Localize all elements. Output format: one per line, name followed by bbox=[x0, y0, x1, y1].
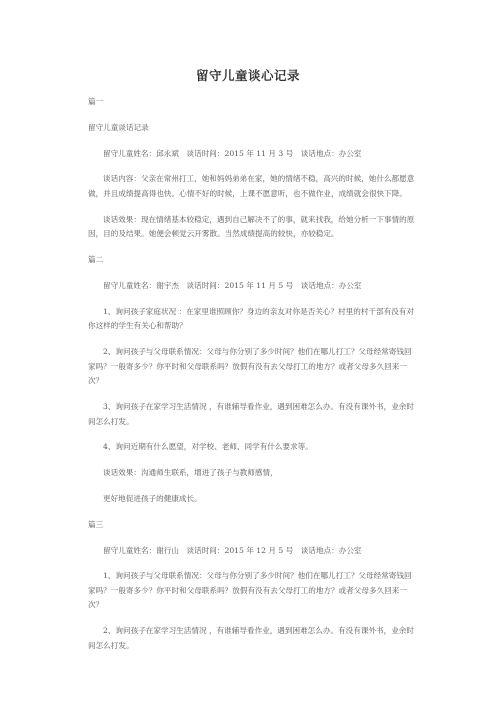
question-item-2-2: 2、询问孩子与父母联系情况：父母与你分别了多少时间？他们在哪儿打工？父母经常寄钱回家吗？一般寄多少？你平时和父母联系吗？放假有没有去父母打工的地方？或者父母多久回来一次？ bbox=[88, 347, 412, 386]
talk-effect-2-cont: 更好地促进孩子的健康成长。 bbox=[103, 493, 202, 503]
section-heading-2: 篇二 bbox=[88, 255, 104, 265]
question-item-2-4: 4、询问近期有什么愿望，对学校、老师、同学有什么要求等。 bbox=[103, 442, 313, 452]
question-item-3-1: 1、询问孩子与父母联系情况：父母与你分别了多少时间？他们在哪儿打工？父母经常寄钱回家吗？一般寄多少？你平时和父母联系吗？放假有没有去父母打工的地方？或者父母多久回来一次？ bbox=[88, 571, 412, 610]
document-title: 留守儿童谈心记录 bbox=[195, 68, 300, 83]
question-item-2-3: 3、询问孩子在家学习生活情况 ，有谁辅导看作业，遇到困难怎么办。有没有课外书，业余时间怎么打发。 bbox=[88, 402, 414, 426]
section-heading-3: 篇三 bbox=[88, 519, 104, 529]
section-heading-1: 篇一 bbox=[88, 97, 104, 106]
talk-effect-1: 谈话效果：现在情绪基本较稳定，遇到自己解决不了的事，就来找我，给她分析一下事情的原因，目的及结果。她便会顿觉云开雾散。当然成绩提高的较快，亦较稳定。 bbox=[88, 214, 415, 239]
record-info-3: 留守儿童姓名：谢行山 谈话时间：2015 年 12 月 5 号 谈话地点：办公室 bbox=[103, 545, 362, 555]
talk-effect-2: 谈话效果：沟通师生联系，增进了孩子与教师感情， bbox=[103, 468, 278, 478]
document-body bbox=[88, 95, 418, 653]
question-item-3-2: 2、询问孩子在家学习生活情况 ，有谁辅导看作业，遇到困难怎么办。有没有课外书，业余时间怎么打发。 bbox=[88, 626, 414, 650]
record-info-2: 留守儿童姓名：谢宇杰 谈话时间：2015 年 11 月 5 号 谈话地点：办公室 bbox=[103, 280, 362, 290]
record-subtitle: 留守儿童谈话记录 bbox=[88, 122, 149, 132]
record-info-1: 留守儿童姓名：邱永斌 谈话时间：2015 年 11 月 3 号 谈话地点：办公室 bbox=[103, 148, 362, 158]
question-item-2-1: 1、询问孩子家庭状况 ：在家里谁照顾你？身边的亲友对你是否关心？村里的村干部有没有对你这样的学生有关心和帮助？ bbox=[88, 306, 414, 331]
talk-content-1: 谈话内容：父亲在常州打工，她和妈妈弟弟在家，她的情绪不稳，高兴的时候，她什么都愿意做，并且成绩提高得也快。心情不好的时候，上课不愿意听，也不做作业，成绩就会很快下降。 bbox=[88, 174, 415, 198]
